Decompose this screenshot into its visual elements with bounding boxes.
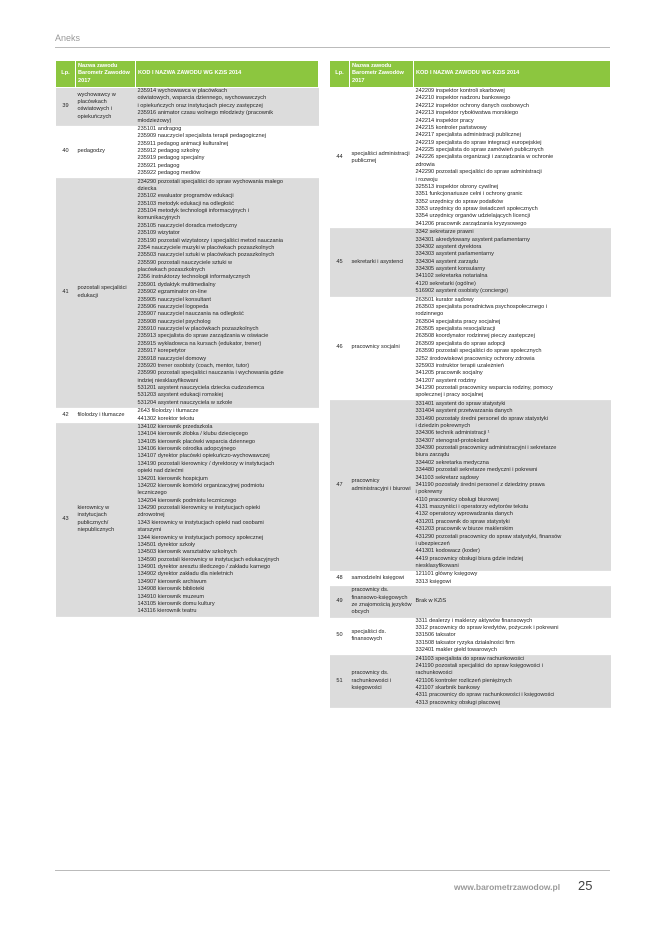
page-number: 25 xyxy=(578,878,593,893)
kzis-code-line: 263509 specjalista do spraw adopcji xyxy=(415,340,506,347)
kzis-code-line: 3353 urzędnicy do spraw świadczeń społecznych xyxy=(415,206,538,212)
kzis-code-line: 4110 pracownicy obsługi biurowej xyxy=(415,496,499,503)
col-header-lp: Lp. xyxy=(330,61,350,88)
kzis-code-line: leczniczego xyxy=(137,490,167,497)
kzis-code-line: Brak w KZiS xyxy=(415,598,447,605)
kzis-code-line: 235902 egzaminator on-line xyxy=(137,289,207,296)
row-occupation-name: filolodzy i tłumacze xyxy=(76,408,136,424)
row-occupation-name: pracownicy socjalni xyxy=(350,296,414,400)
kzis-code-line: komunikacyjnych xyxy=(137,215,181,222)
kzis-code-line: 235901 dydaktyk multimedialny xyxy=(137,281,216,288)
kzis-code-line: 134105 kierownik placówki wsparcia dziennego xyxy=(137,438,256,445)
kzis-code-line: 341207 asystent rodziny xyxy=(415,377,477,384)
row-kzis-codes xyxy=(136,125,319,178)
row-lp: 48 xyxy=(330,571,350,587)
kzis-code-line: 235503 nauczyciel sztuki w placówkach pozaszkolnych xyxy=(137,252,275,259)
row-lp: 42 xyxy=(56,408,76,424)
row-kzis-codes xyxy=(136,423,319,616)
kzis-code-line: 334480 pozostali sekretarze medyczni i pokrewni xyxy=(415,467,538,474)
kzis-code-line: 341103 sekretarz sądowy xyxy=(415,474,479,481)
kzis-code-line: 241190 pozostali specjaliści do spraw księgowości i xyxy=(415,662,544,669)
kzis-code-line: 431201 pracownik do spraw statystyki xyxy=(415,518,510,525)
kzis-code-line: 134107 dyrektor placówki opiekuńczo-wychowawczej xyxy=(137,453,270,460)
kzis-code-line: rachunkowości xyxy=(415,670,453,677)
kzis-code-line: 134204 kierownik podmiotu leczniczego xyxy=(137,497,237,504)
kzis-code-line: 134190 pozostali kierownicy / dyrektorzy w instytucjach xyxy=(137,460,275,467)
kzis-code-line: 134202 kierownik komórki organizacyjnej podmiotu xyxy=(137,482,265,489)
kzis-code-line: 235912 pedagog szkolny xyxy=(137,148,200,154)
kzis-code-line: 235907 nauczyciel nauczania na odległość xyxy=(137,311,244,318)
kzis-code-line: 3311 dealerzy i maklerzy aktywów finansowych xyxy=(415,617,533,624)
kzis-code-line: 334302 asystent dyrektora xyxy=(415,243,482,250)
kzis-code-line: 134910 kierownik muzeum xyxy=(137,593,205,600)
kzis-code-line: 332401 makler giełd towarowych xyxy=(415,647,497,654)
kzis-code-line: 235590 pozostali nauczyciele sztuki w xyxy=(137,259,233,266)
kzis-code-line: 2354 nauczyciele muzyki w placówkach pozaszkolnych xyxy=(137,244,275,251)
kzis-code-line: 235911 pedagog animacji kulturalnej xyxy=(137,140,229,147)
row-lp: 43 xyxy=(56,423,76,616)
col-header-kod: KOD I NAZWA ZAWODU WG KZiS 2014 xyxy=(414,61,611,88)
kzis-code-line: niesklasyfikowani xyxy=(415,563,459,569)
kzis-code-line: oświatowych, wsparcia dziennego, wychowawczych xyxy=(137,95,267,102)
kzis-code-line: 441302 korektor tekstu xyxy=(137,415,195,422)
kzis-code-line: 263501 kurator sądowy xyxy=(415,296,474,303)
kzis-code-line: 531203 asystent edukacji romskiej xyxy=(137,392,224,399)
kzis-code-line: 235190 pozostali wizytatorzy i specjaliści metod nauczania xyxy=(137,237,284,244)
table-row xyxy=(56,178,319,408)
table-row xyxy=(330,587,611,618)
kzis-code-line: 334390 pozostali pracownicy administracyjni i sekretarze xyxy=(415,445,557,451)
kzis-code-line: 235990 pozostali specjaliści nauczania i wychowania gdzie xyxy=(137,370,284,377)
row-lp: 49 xyxy=(330,587,350,618)
kzis-code-line: młodzieżowy) xyxy=(137,117,172,124)
row-occupation-name: pozostali specjaliści edukacji xyxy=(76,178,136,408)
kzis-code-line: 334304 asystent zarządu xyxy=(415,258,479,265)
kzis-code-line: 334301 akredytowany asystent parlamentarny xyxy=(415,236,530,243)
row-occupation-name: specjaliści administracji publicznej xyxy=(350,88,414,229)
table-row xyxy=(56,423,319,616)
kzis-code-line: 235914 wychowawca w placówkach xyxy=(137,88,228,94)
kzis-code-line: 242212 inspektor ochrony danych osobowych xyxy=(415,102,530,109)
row-occupation-name: kierownicy w instytucjach publicznych/ niepublicznych xyxy=(76,423,136,616)
kzis-code-line: 242215 kontroler państwowy xyxy=(415,124,487,131)
row-lp: 50 xyxy=(330,617,350,655)
row-occupation-name: samodzielni księgowi xyxy=(350,571,414,587)
kzis-code-line: 531204 asystent nauczyciela w szkole xyxy=(137,399,233,406)
kzis-code-line: 1343 kierownicy w instytucjach opieki nad osobami xyxy=(137,519,264,526)
kzis-code-line: i ubezpieczeń xyxy=(415,540,450,547)
kzis-code-line: opieki nad dziećmi xyxy=(137,468,184,475)
kzis-code-line: 242217 specjalista administracji publicznej xyxy=(415,132,521,139)
kzis-code-line: 334306 technik administracji ¹ xyxy=(415,430,490,437)
table-row xyxy=(330,400,611,571)
kzis-code-line: 3342 sekretarze prawni xyxy=(415,229,474,236)
section-header: Aneks xyxy=(55,33,81,43)
footer-divider xyxy=(55,870,610,871)
kzis-code-line: 4313 pracownicy obsługi płacowej xyxy=(415,699,501,706)
kzis-code-line: 235910 nauczyciel w placówkach pozaszkolnych xyxy=(137,326,259,332)
kzis-code-line: 134290 pozostali kierownicy w instytucjach opieki xyxy=(137,505,261,511)
kzis-code-line: 134106 kierownik ośrodka adopcyjnego xyxy=(137,446,236,452)
kzis-code-line: 341206 pracownik zarządzania kryzysowego xyxy=(415,220,527,227)
footer-url: www.barometrzawodow.pl xyxy=(454,882,561,892)
kzis-code-line: 242210 inspektor nadzoru bankowego xyxy=(415,95,511,102)
kzis-code-line: 331508 taksator ryzyka działalności firm xyxy=(415,639,515,646)
row-kzis-codes xyxy=(414,229,611,296)
row-lp: 39 xyxy=(56,88,76,126)
kzis-code-line: 134902 dyrektor zakładu dla nieletnich xyxy=(137,571,233,578)
kzis-code-line: rodzinnego xyxy=(415,311,444,318)
kzis-code-line: 121101 główny księgowy xyxy=(415,571,478,578)
row-lp: 47 xyxy=(330,400,350,571)
kzis-code-line: 235920 trener osobisty (coach, mentor, tutor) xyxy=(137,362,250,369)
kzis-code-line: 143116 kierownik teatru xyxy=(137,608,197,615)
kzis-code-line: społecznej i pracy socjalnej xyxy=(415,392,484,399)
row-kzis-codes xyxy=(414,655,611,708)
kzis-code-line: 263508 koordynator rodzinnej pieczy zastępczej xyxy=(415,333,535,340)
kzis-code-line: 134901 dyrektor aresztu śledczego / zakładu karnego xyxy=(137,564,271,570)
kzis-code-line: 241103 specjalista do spraw rachunkowości xyxy=(415,655,525,662)
kzis-code-line: zdrowotnej xyxy=(137,512,165,519)
kzis-code-line: 235909 nauczyciel specjalista terapii pedagogicznej xyxy=(137,133,266,140)
row-occupation-name: sekretarki i asystenci xyxy=(350,229,414,296)
col-header-name: Nazwa zawodu Barometr Zawodów 2017 xyxy=(76,61,136,88)
kzis-code-line: 421107 skarbnik bankowy xyxy=(415,685,480,691)
header-divider xyxy=(55,47,610,48)
col-header-kod: KOD I NAZWA ZAWODU WG KZiS 2014 xyxy=(136,61,319,88)
kzis-code-line: 134501 dyrektor szkoły xyxy=(137,541,196,548)
kzis-code-line: 134590 pozostali kierownicy w instytucjach edukacyjnych xyxy=(137,556,280,563)
kzis-code-line: 3351 funkcjonariusze celni i ochrony granic xyxy=(415,191,523,198)
table-row xyxy=(330,617,611,655)
kzis-code-line: 242214 inspektor pracy xyxy=(415,117,474,124)
kzis-code-line: 242219 specjalista do spraw integracji europejskiej xyxy=(415,139,542,146)
kzis-code-line: dziecka xyxy=(137,185,157,192)
kzis-code-line: 2643 filolodzy i tłumacze xyxy=(137,408,199,415)
kzis-code-line: indziej niesklasyfikowani xyxy=(137,377,199,384)
row-occupation-name: specjaliści ds. finansowych xyxy=(350,617,414,655)
kzis-code-line: 334402 sekretarka medyczna xyxy=(415,459,489,466)
kzis-code-line: 516902 asystent osobisty (concierge) xyxy=(415,288,509,295)
kzis-code-line: 341290 pozostali pracownicy wsparcia rodziny, pomocy xyxy=(415,385,553,391)
kzis-code-line: 263590 pozostali specjaliści do spraw społecznych xyxy=(415,348,542,355)
kzis-code-line: 421106 kontroler rozliczeń pieniężnych xyxy=(415,677,512,684)
kzis-code-line: 242290 pozostali specjaliści do spraw administracji xyxy=(415,169,542,176)
kzis-code-line: i dziedzin pokrewnych xyxy=(415,422,471,429)
row-lp: 51 xyxy=(330,655,350,708)
table-row xyxy=(330,229,611,296)
kzis-code-line: 4131 maszyniści i operatorzy edytorów tekstu xyxy=(415,504,529,510)
kzis-code-line: 242226 specjalista organizacji i zarządzania w ochronie xyxy=(415,154,554,161)
kzis-code-line: 3352 urzędnicy do spraw podatków xyxy=(415,198,504,205)
kzis-code-line: 242213 inspektor rybołówstwa morskiego xyxy=(415,110,519,117)
kzis-code-line: 3354 urzędnicy organów udzielających licencji xyxy=(415,213,530,220)
table-row xyxy=(330,296,611,400)
kzis-code-line: 235922 pedagog mediów xyxy=(137,170,201,177)
row-lp: 46 xyxy=(330,296,350,400)
kzis-code-line: 431203 pracownik w biurze maklerskim xyxy=(415,526,514,533)
kzis-code-line: 263504 specjalista pracy socjalnej xyxy=(415,318,501,325)
row-occupation-name: pracownicy ds. rachunkowości i księgowości xyxy=(350,655,414,708)
kzis-code-line: 3312 pracownicy do spraw kredytów, pożyczek i pokrewni xyxy=(415,625,559,631)
kzis-code-line: 263503 specjalista poradnictwa psychospołecznego i xyxy=(415,303,548,310)
row-lp: 45 xyxy=(330,229,350,296)
kzis-code-line: biura zarządu xyxy=(415,452,450,459)
row-kzis-codes xyxy=(414,571,611,587)
table-row xyxy=(56,408,319,424)
kzis-code-line: 235916 animator czasu wolnego młodzieży (pracownik xyxy=(137,110,274,117)
row-kzis-codes xyxy=(414,587,611,618)
kzis-code-line: 325513 inspektor obrony cywilnej xyxy=(415,183,499,190)
kzis-code-line: 3313 księgowi xyxy=(415,578,451,585)
kzis-code-line: 235102 ewaluator programów edukacji xyxy=(137,193,234,200)
kzis-code-line: 3252 środowiskowi pracownicy ochrony zdrowia xyxy=(415,355,535,362)
kzis-code-line: 235105 nauczyciel doradca metodyczny xyxy=(137,222,238,229)
kzis-code-line: 341205 pracownik socjalny xyxy=(415,370,483,377)
kzis-code-line: 235915 wykładowca na kursach (edukator, trener) xyxy=(137,340,262,347)
kzis-code-line: 235917 korepetytor xyxy=(137,348,186,355)
kzis-code-line: 235905 nauczyciel konsultant xyxy=(137,296,211,303)
row-occupation-name: pracownicy ds. finansowo-księgowych ze znajomością języków obcych xyxy=(351,587,412,616)
row-kzis-codes xyxy=(414,400,611,571)
kzis-code-line: zdrowia xyxy=(415,161,435,168)
kzis-code-line: 235104 metodyk technologii informacyjnych i xyxy=(137,208,249,214)
kzis-code-line: 134907 kierownik archiwum xyxy=(137,578,207,585)
kzis-code-line: 134104 kierownik żłobka / klubu dziecięcego xyxy=(137,431,248,438)
row-occupation-name: wychowawcy w placówkach oświatowych i opiekuńczych xyxy=(76,88,136,126)
kzis-code-line: 235109 wizytator xyxy=(137,230,180,237)
col-header-name: Nazwa zawodu Barometr Zawodów 2017 xyxy=(350,61,414,88)
right-occupations-table xyxy=(329,60,611,708)
kzis-code-line: 235908 nauczyciel psycholog xyxy=(137,318,211,325)
kzis-code-line: 235101 andragog xyxy=(137,125,182,132)
kzis-code-line: 4132 operatorzy wprowadzania danych xyxy=(415,511,513,518)
kzis-code-line: 134503 kierownik warsztatów szkolnych xyxy=(137,549,237,556)
table-row xyxy=(56,125,319,178)
kzis-code-line: 235921 pedagog xyxy=(137,162,180,169)
table-row xyxy=(56,88,319,126)
kzis-code-line: 341190 pozostały średni personel z dziedziny prawa xyxy=(415,481,545,488)
kzis-code-line: 235906 nauczyciel logopeda xyxy=(137,303,209,310)
left-occupations-table xyxy=(55,60,319,617)
row-lp: 41 xyxy=(56,178,76,408)
table-row xyxy=(330,571,611,587)
kzis-code-line: 4311 pracownicy do spraw rachunkowości i księgowości xyxy=(415,692,555,699)
kzis-code-line: 325903 instruktor terapii uzależnień xyxy=(415,362,504,369)
kzis-code-line: 2356 instruktorzy technologii informatycznych xyxy=(137,274,251,281)
kzis-code-line: 341102 sekretarka notarialna xyxy=(415,273,488,280)
kzis-code-line: 143105 kierownik domu kultury xyxy=(137,600,215,607)
kzis-code-line: i rozwoju xyxy=(415,176,438,183)
kzis-code-line: 331490 pozostały średni personel do spraw statystyki xyxy=(415,415,548,422)
kzis-code-line: starszymi xyxy=(137,527,162,534)
kzis-code-line: 334307 stenograf-protokolant xyxy=(415,437,489,444)
kzis-code-line: 134201 kierownik hospicjum xyxy=(137,475,208,482)
row-lp: 40 xyxy=(56,125,76,178)
kzis-code-line: 334303 asystent parlamentarny xyxy=(415,251,494,258)
kzis-code-line: 331401 asystent do spraw statystyki xyxy=(415,400,506,407)
kzis-code-line: 531201 asystent nauczyciela dziecka cudzoziemca xyxy=(137,385,265,391)
row-kzis-codes xyxy=(414,88,611,229)
kzis-code-line: 431290 pozostali pracownicy do spraw statystyki, finansów xyxy=(415,533,562,540)
kzis-code-line: 235919 pedagog specjalny xyxy=(137,155,205,162)
kzis-code-line: 134908 kierownik biblioteki xyxy=(137,586,205,593)
kzis-code-line: i opiekuńczych oraz instytucjach pieczy zastępczej xyxy=(137,102,263,109)
kzis-code-line: i pokrewny xyxy=(415,489,443,496)
kzis-code-line: placówkach pozaszkolnych xyxy=(137,267,205,273)
kzis-code-line: 235918 nauczyciel domowy xyxy=(137,355,207,362)
row-kzis-codes xyxy=(136,88,319,126)
kzis-code-line: 441301 kodowacz (koder) xyxy=(415,548,480,555)
kzis-code-line: 235913 specjalista do spraw zarządzania w oświacie xyxy=(137,333,269,340)
kzis-code-line: 4419 pracownicy obsługi biura gdzie indziej xyxy=(415,555,524,562)
row-occupation-name: pedagodzy xyxy=(76,125,136,178)
kzis-code-line: 334305 asystent konsularny xyxy=(415,266,486,272)
row-kzis-codes xyxy=(136,408,319,424)
kzis-code-line: 242209 inspektor kontroli skarbowej xyxy=(415,88,505,94)
kzis-code-line: 331404 asystent przetwarzania danych xyxy=(415,408,513,415)
kzis-code-line: 234290 pozostali specjaliści do spraw wychowania małego xyxy=(137,178,284,185)
table-row xyxy=(330,655,611,708)
row-kzis-codes xyxy=(414,296,611,400)
row-occupation-name: pracownicy administracyjni i biurowi xyxy=(350,400,414,571)
kzis-code-line: 4120 sekretarki (ogólne) xyxy=(415,280,476,287)
kzis-code-line: 331506 taksator xyxy=(415,632,456,639)
kzis-code-line: 1344 kierownicy w instytucjach pomocy społecznej xyxy=(137,534,264,541)
kzis-code-line: 242225 specjalista do spraw zamówień publicznych xyxy=(415,147,544,153)
kzis-code-line: 134102 kierownik przedszkola xyxy=(137,423,213,430)
col-header-lp: Lp. xyxy=(56,61,76,88)
row-kzis-codes xyxy=(136,178,319,408)
row-lp: 44 xyxy=(330,88,350,229)
row-kzis-codes xyxy=(414,617,611,655)
table-row xyxy=(330,88,611,229)
kzis-code-line: 263505 specjalista resocjalizacji xyxy=(415,326,496,332)
kzis-code-line: 235103 metodyk edukacji na odległość xyxy=(137,200,234,207)
